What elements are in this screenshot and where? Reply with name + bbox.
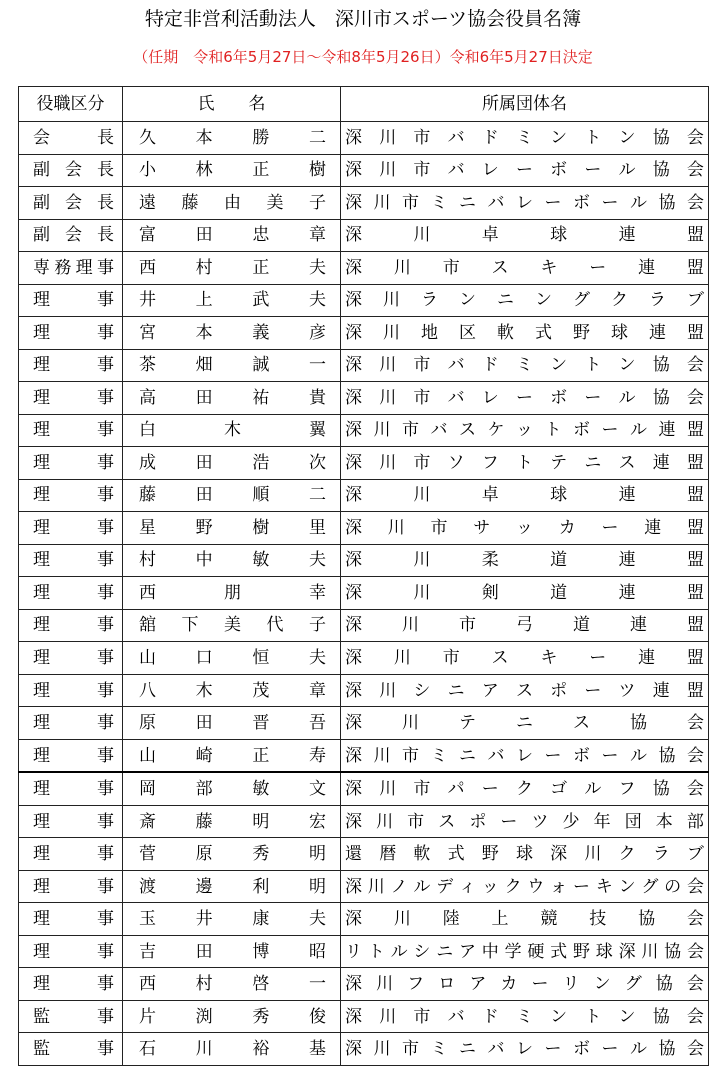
table-row bbox=[19, 447, 709, 480]
role-cell bbox=[19, 479, 123, 512]
name-cell-text: 村 中 敏 夫 bbox=[139, 550, 326, 571]
table-row bbox=[19, 284, 709, 317]
role-cell-text: 理 事 bbox=[33, 745, 114, 766]
org-cell bbox=[341, 219, 709, 252]
table-row bbox=[19, 414, 709, 447]
org-cell-text: 深 川 卓 球 連 盟 bbox=[345, 225, 704, 246]
name-cell bbox=[123, 935, 341, 968]
role-cell-text: 理 事 bbox=[33, 452, 114, 473]
name-cell bbox=[123, 903, 341, 936]
name-cell bbox=[123, 349, 341, 382]
role-cell bbox=[19, 187, 123, 220]
org-cell bbox=[341, 739, 709, 772]
officer-roster-table bbox=[18, 86, 709, 1066]
name-cell-text: 久 本 勝 二 bbox=[139, 127, 326, 148]
org-cell bbox=[341, 968, 709, 1001]
org-cell-text: 還 暦 軟 式 野 球 深 川 ク ラ ブ bbox=[345, 844, 704, 865]
org-cell bbox=[341, 707, 709, 740]
header-name bbox=[123, 87, 341, 122]
name-cell-text: 斎 藤 明 宏 bbox=[139, 811, 326, 832]
name-cell bbox=[123, 187, 341, 220]
org-cell bbox=[341, 349, 709, 382]
role-cell bbox=[19, 739, 123, 772]
name-cell-text: 山 崎 正 寿 bbox=[139, 745, 326, 766]
name-cell-text: 菅 原 秀 明 bbox=[139, 844, 326, 865]
header-role: 役職区分 bbox=[19, 87, 123, 122]
org-cell bbox=[341, 903, 709, 936]
org-cell-text: 深 川 市 ス キ ー 連 盟 bbox=[345, 257, 704, 278]
role-cell bbox=[19, 1000, 123, 1033]
role-cell bbox=[19, 414, 123, 447]
name-cell bbox=[123, 219, 341, 252]
role-cell-text: 監 事 bbox=[33, 1039, 114, 1060]
org-cell-text: 深 川 剣 道 連 盟 bbox=[345, 582, 704, 603]
org-cell-text: 深 川 市 ミ ニ バ レ ー ボ ー ル 協 会 bbox=[345, 1039, 704, 1060]
org-cell bbox=[341, 805, 709, 838]
role-cell-text: 理 事 bbox=[33, 550, 114, 571]
name-cell bbox=[123, 317, 341, 350]
role-cell-text: 理 事 bbox=[33, 974, 114, 995]
table-row bbox=[19, 219, 709, 252]
role-cell-text: 副 会 長 bbox=[33, 192, 114, 213]
header-org: 所属団体名 bbox=[341, 87, 709, 122]
org-cell bbox=[341, 870, 709, 903]
org-cell bbox=[341, 154, 709, 187]
role-cell bbox=[19, 609, 123, 642]
role-cell bbox=[19, 805, 123, 838]
table-row bbox=[19, 187, 709, 220]
role-cell bbox=[19, 512, 123, 545]
org-cell bbox=[341, 1000, 709, 1033]
org-cell-text: 深 川 テ ニ ス 協 会 bbox=[345, 713, 704, 734]
name-cell-text: 高 田 祐 貴 bbox=[139, 387, 326, 408]
org-cell bbox=[341, 414, 709, 447]
org-cell bbox=[341, 772, 709, 805]
name-cell bbox=[123, 870, 341, 903]
table-row bbox=[19, 772, 709, 805]
org-cell-text: 深 川 市 ス ポ ー ツ 少 年 団 本 部 bbox=[345, 811, 704, 832]
name-cell-text: 小 林 正 樹 bbox=[139, 160, 326, 181]
role-cell bbox=[19, 1033, 123, 1066]
org-cell-text: 深 川 市 バ ス ケ ッ ト ボ ー ル 連 盟 bbox=[345, 420, 704, 441]
org-cell-text: 深 川 市 ミ ニ バ レ ー ボ ー ル 協 会 bbox=[345, 192, 704, 213]
name-cell-text: 吉 田 博 昭 bbox=[139, 941, 326, 962]
name-cell-text: 片 渕 秀 俊 bbox=[139, 1006, 326, 1027]
role-cell-text: 理 事 bbox=[33, 811, 114, 832]
table-row bbox=[19, 707, 709, 740]
org-cell bbox=[341, 935, 709, 968]
table-row bbox=[19, 609, 709, 642]
table-row bbox=[19, 674, 709, 707]
name-cell bbox=[123, 414, 341, 447]
table-row bbox=[19, 903, 709, 936]
org-cell-text: 深 川 市 ミ ニ バ レ ー ボ ー ル 協 会 bbox=[345, 745, 704, 766]
org-cell-text: 深 川 市 バ ド ミ ン ト ン 協 会 bbox=[345, 127, 704, 148]
role-cell-text: 理 事 bbox=[33, 648, 114, 668]
name-cell bbox=[123, 284, 341, 317]
org-cell bbox=[341, 674, 709, 707]
role-cell bbox=[19, 642, 123, 675]
name-cell bbox=[123, 577, 341, 610]
name-cell-text: 岡 部 敏 文 bbox=[139, 779, 326, 800]
role-cell-text: 理 事 bbox=[33, 713, 114, 734]
org-cell-text: 深 川 卓 球 連 盟 bbox=[345, 485, 704, 506]
name-cell-text: 白 木 翼 bbox=[139, 420, 326, 441]
name-cell bbox=[123, 707, 341, 740]
org-cell bbox=[341, 838, 709, 871]
role-cell-text: 理 事 bbox=[33, 876, 114, 897]
role-cell bbox=[19, 577, 123, 610]
org-cell-text: 深 川 地 区 軟 式 野 球 連 盟 bbox=[345, 322, 704, 343]
org-cell bbox=[341, 317, 709, 350]
name-cell bbox=[123, 805, 341, 838]
table-row bbox=[19, 349, 709, 382]
role-cell-text: 理 事 bbox=[33, 680, 114, 701]
org-cell-text: 深 川 市 ソ フ ト テ ニ ス 連 盟 bbox=[345, 452, 704, 473]
table-row bbox=[19, 805, 709, 838]
org-cell-text: 深 川 ノ ル デ ィ ッ ク ウ ォ ー キ ン グ の 会 bbox=[345, 876, 704, 897]
org-cell-text: 深 川 市 弓 道 連 盟 bbox=[345, 615, 704, 636]
role-cell-text: 会 長 bbox=[33, 127, 114, 148]
org-cell bbox=[341, 284, 709, 317]
role-cell-text: 理 事 bbox=[33, 844, 114, 865]
name-cell bbox=[123, 838, 341, 871]
role-cell bbox=[19, 349, 123, 382]
role-cell bbox=[19, 903, 123, 936]
name-cell bbox=[123, 479, 341, 512]
org-cell-text: 深 川 市 バ ド ミ ン ト ン 協 会 bbox=[345, 355, 704, 376]
table-row bbox=[19, 479, 709, 512]
name-cell bbox=[123, 382, 341, 415]
name-cell bbox=[123, 512, 341, 545]
name-cell-text: 成 田 浩 次 bbox=[139, 452, 326, 473]
org-cell bbox=[341, 512, 709, 545]
name-cell bbox=[123, 154, 341, 187]
name-cell-text: 富 田 忠 章 bbox=[139, 225, 326, 246]
table-row bbox=[19, 122, 709, 155]
name-cell-text: 遠 藤 由 美 子 bbox=[139, 192, 326, 213]
table-row bbox=[19, 1033, 709, 1066]
table-row bbox=[19, 317, 709, 350]
name-cell bbox=[123, 252, 341, 285]
org-cell bbox=[341, 609, 709, 642]
name-cell-text: 西 村 啓 一 bbox=[139, 974, 326, 995]
name-cell bbox=[123, 772, 341, 805]
name-cell bbox=[123, 447, 341, 480]
org-cell bbox=[341, 544, 709, 577]
org-cell-text: リ ト ル シ ニ ア 中 学 硬 式 野 球 深 川 協 会 bbox=[345, 941, 704, 962]
table-row bbox=[19, 544, 709, 577]
name-cell bbox=[123, 642, 341, 675]
roster-body bbox=[19, 122, 709, 1066]
org-cell bbox=[341, 382, 709, 415]
role-cell-text: 専 務 理 事 bbox=[33, 257, 114, 278]
role-cell bbox=[19, 968, 123, 1001]
role-cell bbox=[19, 772, 123, 805]
role-cell bbox=[19, 935, 123, 968]
org-cell bbox=[341, 1033, 709, 1066]
role-cell bbox=[19, 447, 123, 480]
role-cell bbox=[19, 838, 123, 871]
role-cell bbox=[19, 707, 123, 740]
role-cell-text: 理 事 bbox=[33, 615, 114, 636]
table-row bbox=[19, 739, 709, 772]
name-cell bbox=[123, 1000, 341, 1033]
org-cell-text: 深 川 ラ ン ニ ン グ ク ラ ブ bbox=[345, 290, 704, 311]
role-cell-text: 理 事 bbox=[33, 387, 114, 408]
name-cell-text: 舘 下 美 代 子 bbox=[139, 615, 326, 636]
name-cell bbox=[123, 122, 341, 155]
header-name-label: 氏 名 bbox=[197, 94, 266, 114]
table-row bbox=[19, 935, 709, 968]
name-cell-text: 西 朋 幸 bbox=[139, 582, 326, 603]
role-cell-text: 理 事 bbox=[33, 355, 114, 376]
role-cell bbox=[19, 252, 123, 285]
name-cell-text: 原 田 晋 吾 bbox=[139, 713, 326, 734]
table-row bbox=[19, 870, 709, 903]
role-cell bbox=[19, 674, 123, 707]
name-cell bbox=[123, 609, 341, 642]
role-cell-text: 副 会 長 bbox=[33, 160, 114, 181]
name-cell bbox=[123, 1033, 341, 1066]
name-cell-text: 玉 井 康 夫 bbox=[139, 909, 326, 930]
name-cell-text: 八 木 茂 章 bbox=[139, 680, 326, 701]
role-cell-text: 理 事 bbox=[33, 485, 114, 506]
org-cell-text: 深 川 フ ロ ア カ ー リ ン グ 協 会 bbox=[345, 974, 704, 995]
name-cell-text: 井 上 武 夫 bbox=[139, 290, 326, 311]
role-cell bbox=[19, 284, 123, 317]
name-cell-text: 石 川 裕 基 bbox=[139, 1039, 326, 1060]
org-cell bbox=[341, 479, 709, 512]
org-cell bbox=[341, 577, 709, 610]
org-cell-text: 深 川 市 ス キ ー 連 盟 bbox=[345, 648, 704, 668]
term-subtitle: （任期 令和6年5月27日～令和8年5月26日）令和6年5月27日決定 bbox=[133, 48, 593, 66]
org-cell-text: 深 川 市 バ ド ミ ン ト ン 協 会 bbox=[345, 1006, 704, 1027]
table-row bbox=[19, 1000, 709, 1033]
name-cell-text: 西 村 正 夫 bbox=[139, 257, 326, 278]
org-cell bbox=[341, 122, 709, 155]
role-cell bbox=[19, 122, 123, 155]
name-cell-text: 藤 田 順 二 bbox=[139, 485, 326, 506]
table-row bbox=[19, 382, 709, 415]
role-cell bbox=[19, 382, 123, 415]
org-cell-text: 深 川 シ ニ ア ス ポ ー ツ 連 盟 bbox=[345, 680, 704, 701]
table-row bbox=[19, 252, 709, 285]
role-cell-text: 理 事 bbox=[33, 420, 114, 441]
role-cell bbox=[19, 544, 123, 577]
name-cell bbox=[123, 739, 341, 772]
name-cell bbox=[123, 674, 341, 707]
table-row bbox=[19, 154, 709, 187]
org-cell-text: 深 川 市 バ レ ー ボ ー ル 協 会 bbox=[345, 387, 704, 408]
org-cell-text: 深 川 市 パ ー ク ゴ ル フ 協 会 bbox=[345, 779, 704, 800]
role-cell-text: 理 事 bbox=[33, 517, 114, 538]
name-cell-text: 山 口 恒 夫 bbox=[139, 648, 326, 668]
role-cell-text: 監 事 bbox=[33, 1006, 114, 1027]
page-title: 特定非営利活動法人 深川市スポーツ協会役員名簿 bbox=[144, 8, 582, 30]
table-row bbox=[19, 838, 709, 871]
org-cell bbox=[341, 447, 709, 480]
role-cell-text: 理 事 bbox=[33, 290, 114, 311]
table-row bbox=[19, 642, 709, 675]
org-cell-text: 深 川 市 サ ッ カ ー 連 盟 bbox=[345, 517, 704, 538]
name-cell-text: 茶 畑 誠 一 bbox=[139, 355, 326, 376]
table-row bbox=[19, 512, 709, 545]
role-cell-text: 理 事 bbox=[33, 582, 114, 603]
org-cell-text: 深 川 陸 上 競 技 協 会 bbox=[345, 909, 704, 930]
name-cell-text: 渡 邊 利 明 bbox=[139, 876, 326, 897]
table-row bbox=[19, 968, 709, 1001]
role-cell-text: 理 事 bbox=[33, 909, 114, 930]
org-cell-text: 深 川 市 バ レ ー ボ ー ル 協 会 bbox=[345, 160, 704, 181]
table-row bbox=[19, 577, 709, 610]
org-cell bbox=[341, 187, 709, 220]
header-row bbox=[19, 87, 709, 122]
org-cell-text: 深 川 柔 道 連 盟 bbox=[345, 550, 704, 571]
role-cell bbox=[19, 154, 123, 187]
role-cell-text: 副 会 長 bbox=[33, 225, 114, 246]
name-cell bbox=[123, 544, 341, 577]
role-cell bbox=[19, 870, 123, 903]
role-cell-text: 理 事 bbox=[33, 779, 114, 800]
name-cell bbox=[123, 968, 341, 1001]
role-cell-text: 理 事 bbox=[33, 941, 114, 962]
name-cell-text: 星 野 樹 里 bbox=[139, 517, 326, 538]
role-cell bbox=[19, 317, 123, 350]
name-cell-text: 宮 本 義 彦 bbox=[139, 322, 326, 343]
org-cell bbox=[341, 642, 709, 675]
role-cell-text: 理 事 bbox=[33, 322, 114, 343]
role-cell bbox=[19, 219, 123, 252]
org-cell bbox=[341, 252, 709, 285]
